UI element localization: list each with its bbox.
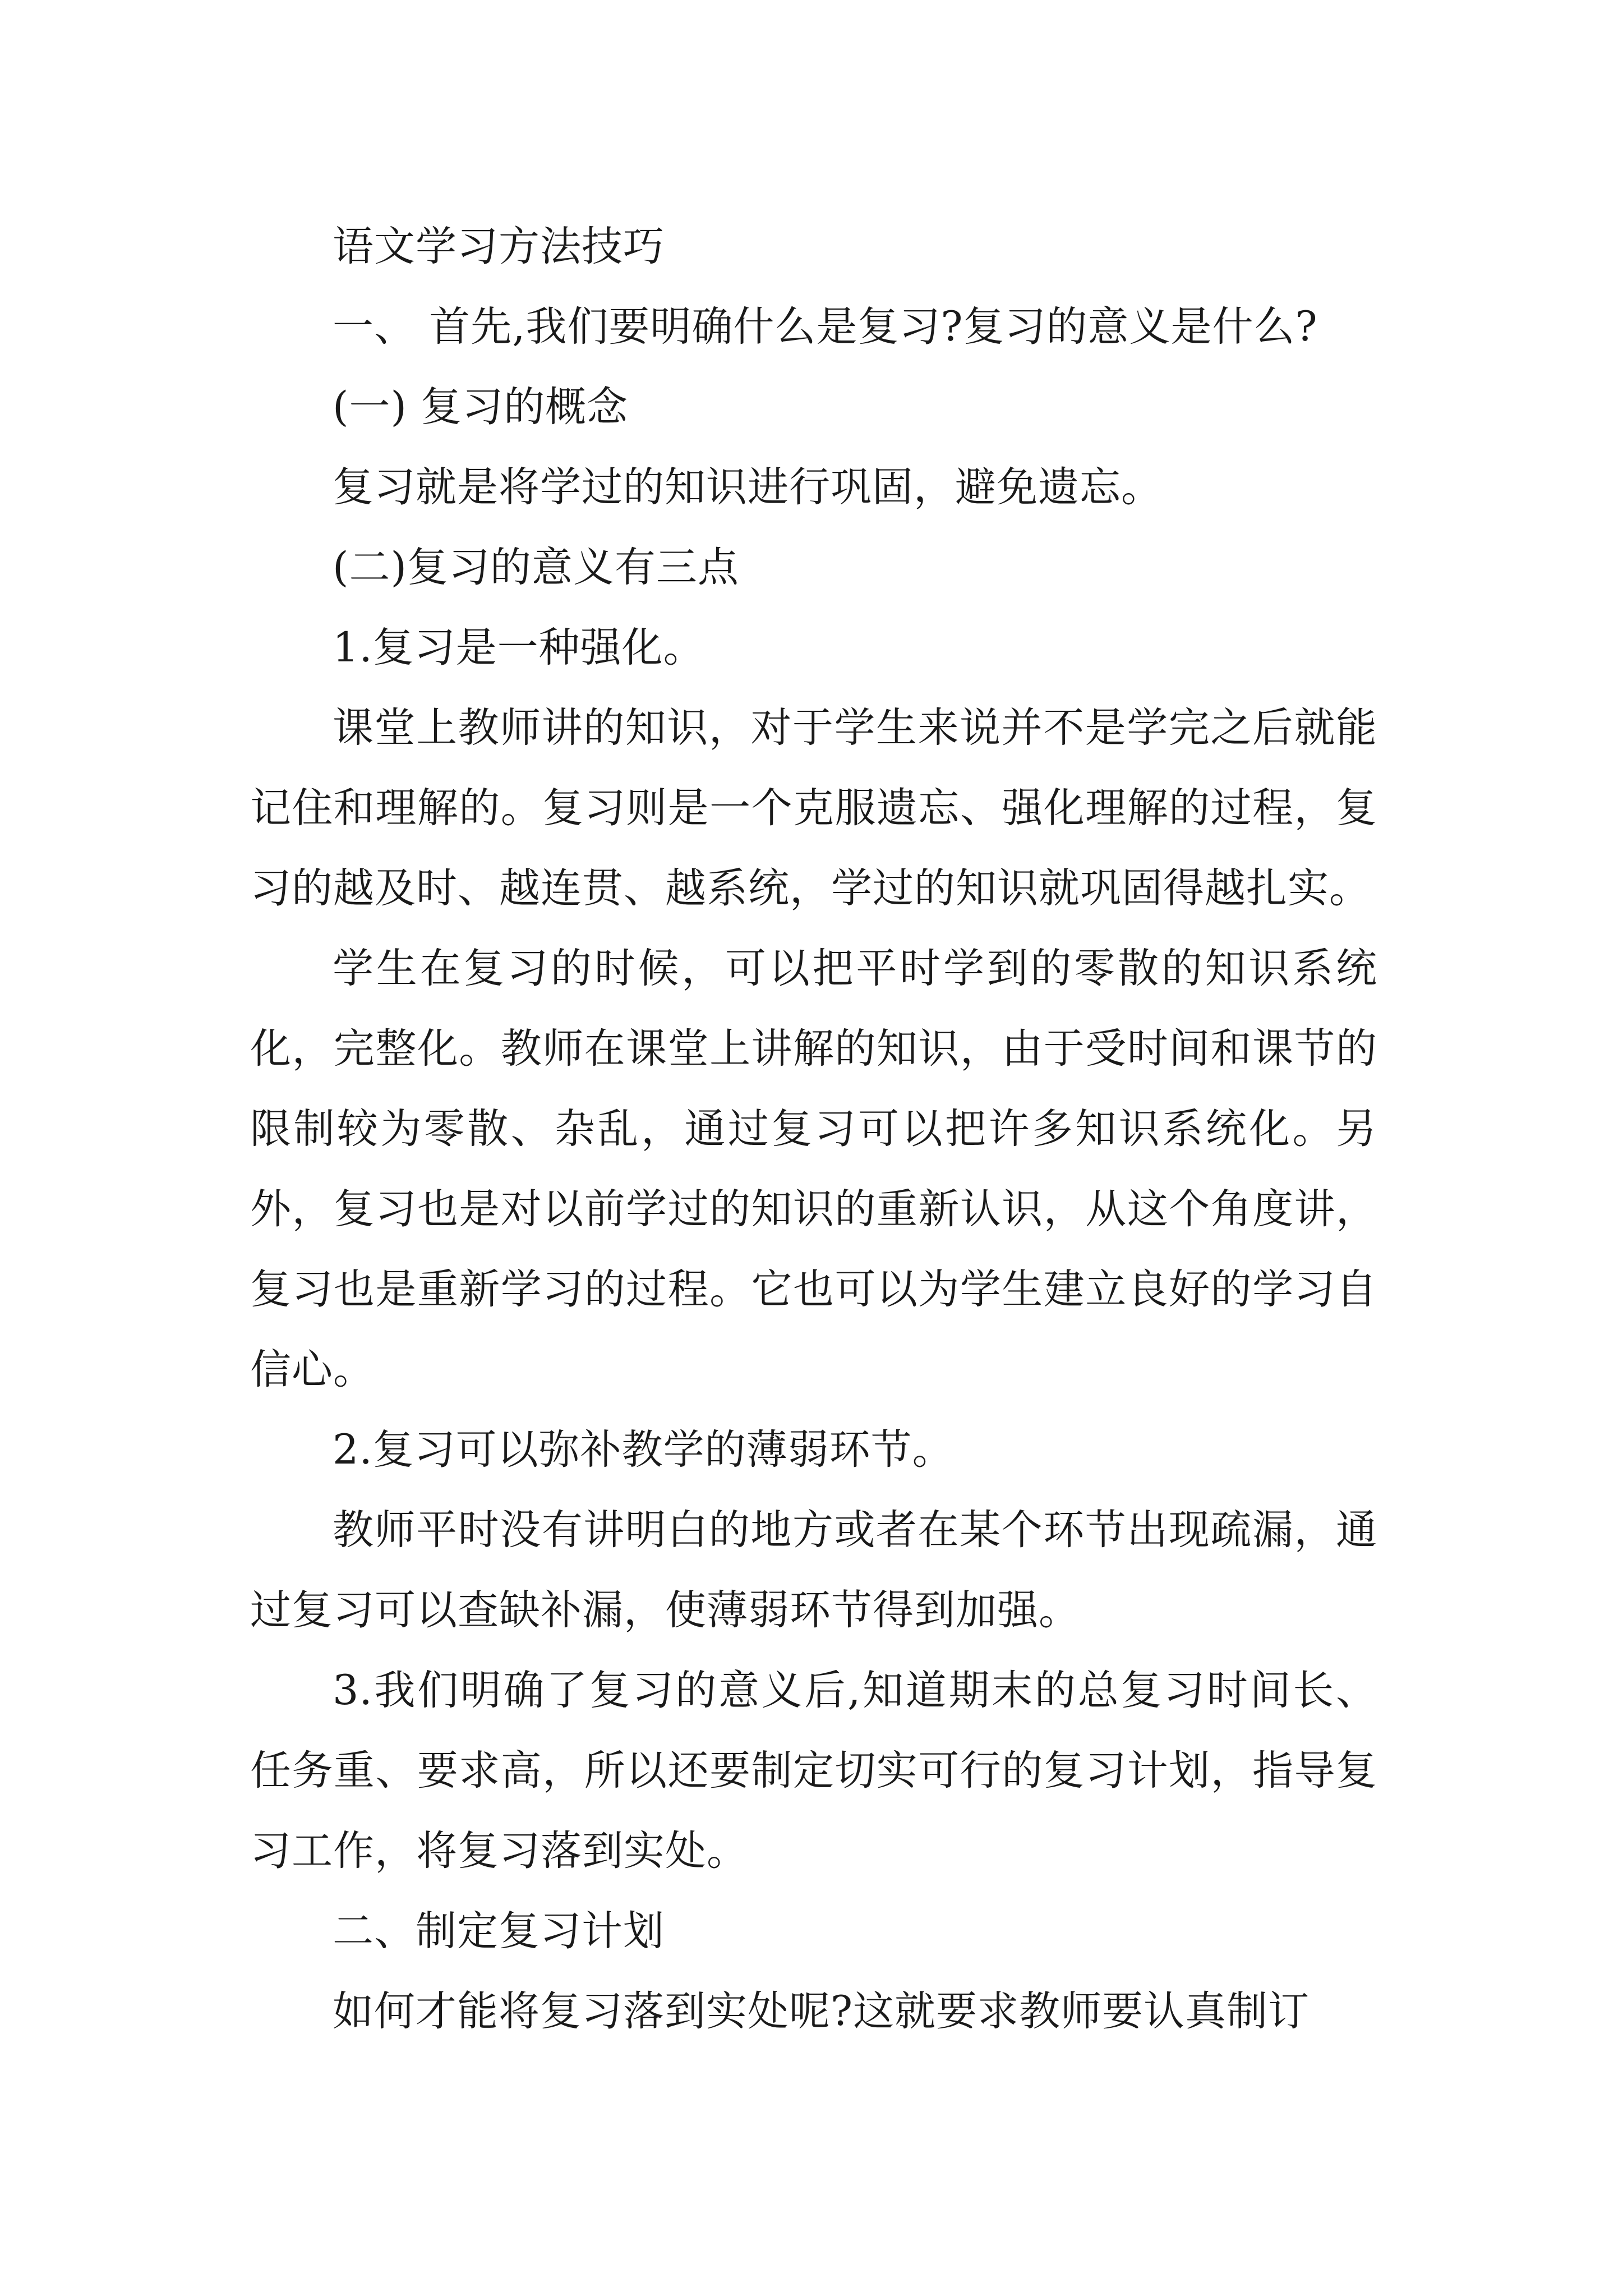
point-heading-3: 3.我们明确了复习的意义后,知道期末的总复习时间长、任务重、要求高，所以还要制定切实可行的复习计划，指导复习工作，将复习落到实处。	[250, 1667, 1377, 1875]
paragraph: 教师平时没有讲明白的地方或者在某个环节出现疏漏，通过复习可以查缺补漏，使薄弱环节得到加强。	[250, 1506, 1377, 1634]
paragraph: 复习就是将学过的知识进行巩固，避免遗忘。	[333, 463, 1163, 511]
point-heading-2: 2.复习可以弥补教学的薄弱环节。	[333, 1426, 954, 1474]
paragraph: 课堂上教师讲的知识，对于学生来说并不是学完之后就能记住和理解的。复习则是一个克服遗忘、强化理解的过程，复习的越及时、越连贯、越系统，学过的知识就巩固得越扎实。	[250, 704, 1377, 912]
paragraph: 如何才能将复习落到实处呢?这就要求教师要认真制订	[333, 1987, 1310, 2035]
point-heading-1: 1.复习是一种强化。	[333, 624, 705, 671]
section-heading-2: 二、制定复习计划	[333, 1907, 665, 1955]
paragraph: 学生在复习的时候，可以把平时学到的零散的知识系统化，完整化。教师在课堂上讲解的知识，由于受时间和课节的限制较为零散、杂乱，通过复习可以把许多知识系统化。另外，复习也是对以前学过的知识的重新认识，从这个角度讲，复习也是重新学习的过程。它也可以为学生建立良好的学习自信心。	[250, 945, 1377, 1393]
section-heading-1: 一、 首先,我们要明确什么是复习?复习的意义是什么?	[333, 303, 1318, 351]
document-title: 语文学习方法技巧	[333, 223, 665, 270]
subsection-heading-1: (一) 复习的概念	[333, 383, 629, 431]
document-body	[250, 206, 1377, 2051]
subsection-heading-2: (二)复习的意义有三点	[333, 544, 739, 591]
